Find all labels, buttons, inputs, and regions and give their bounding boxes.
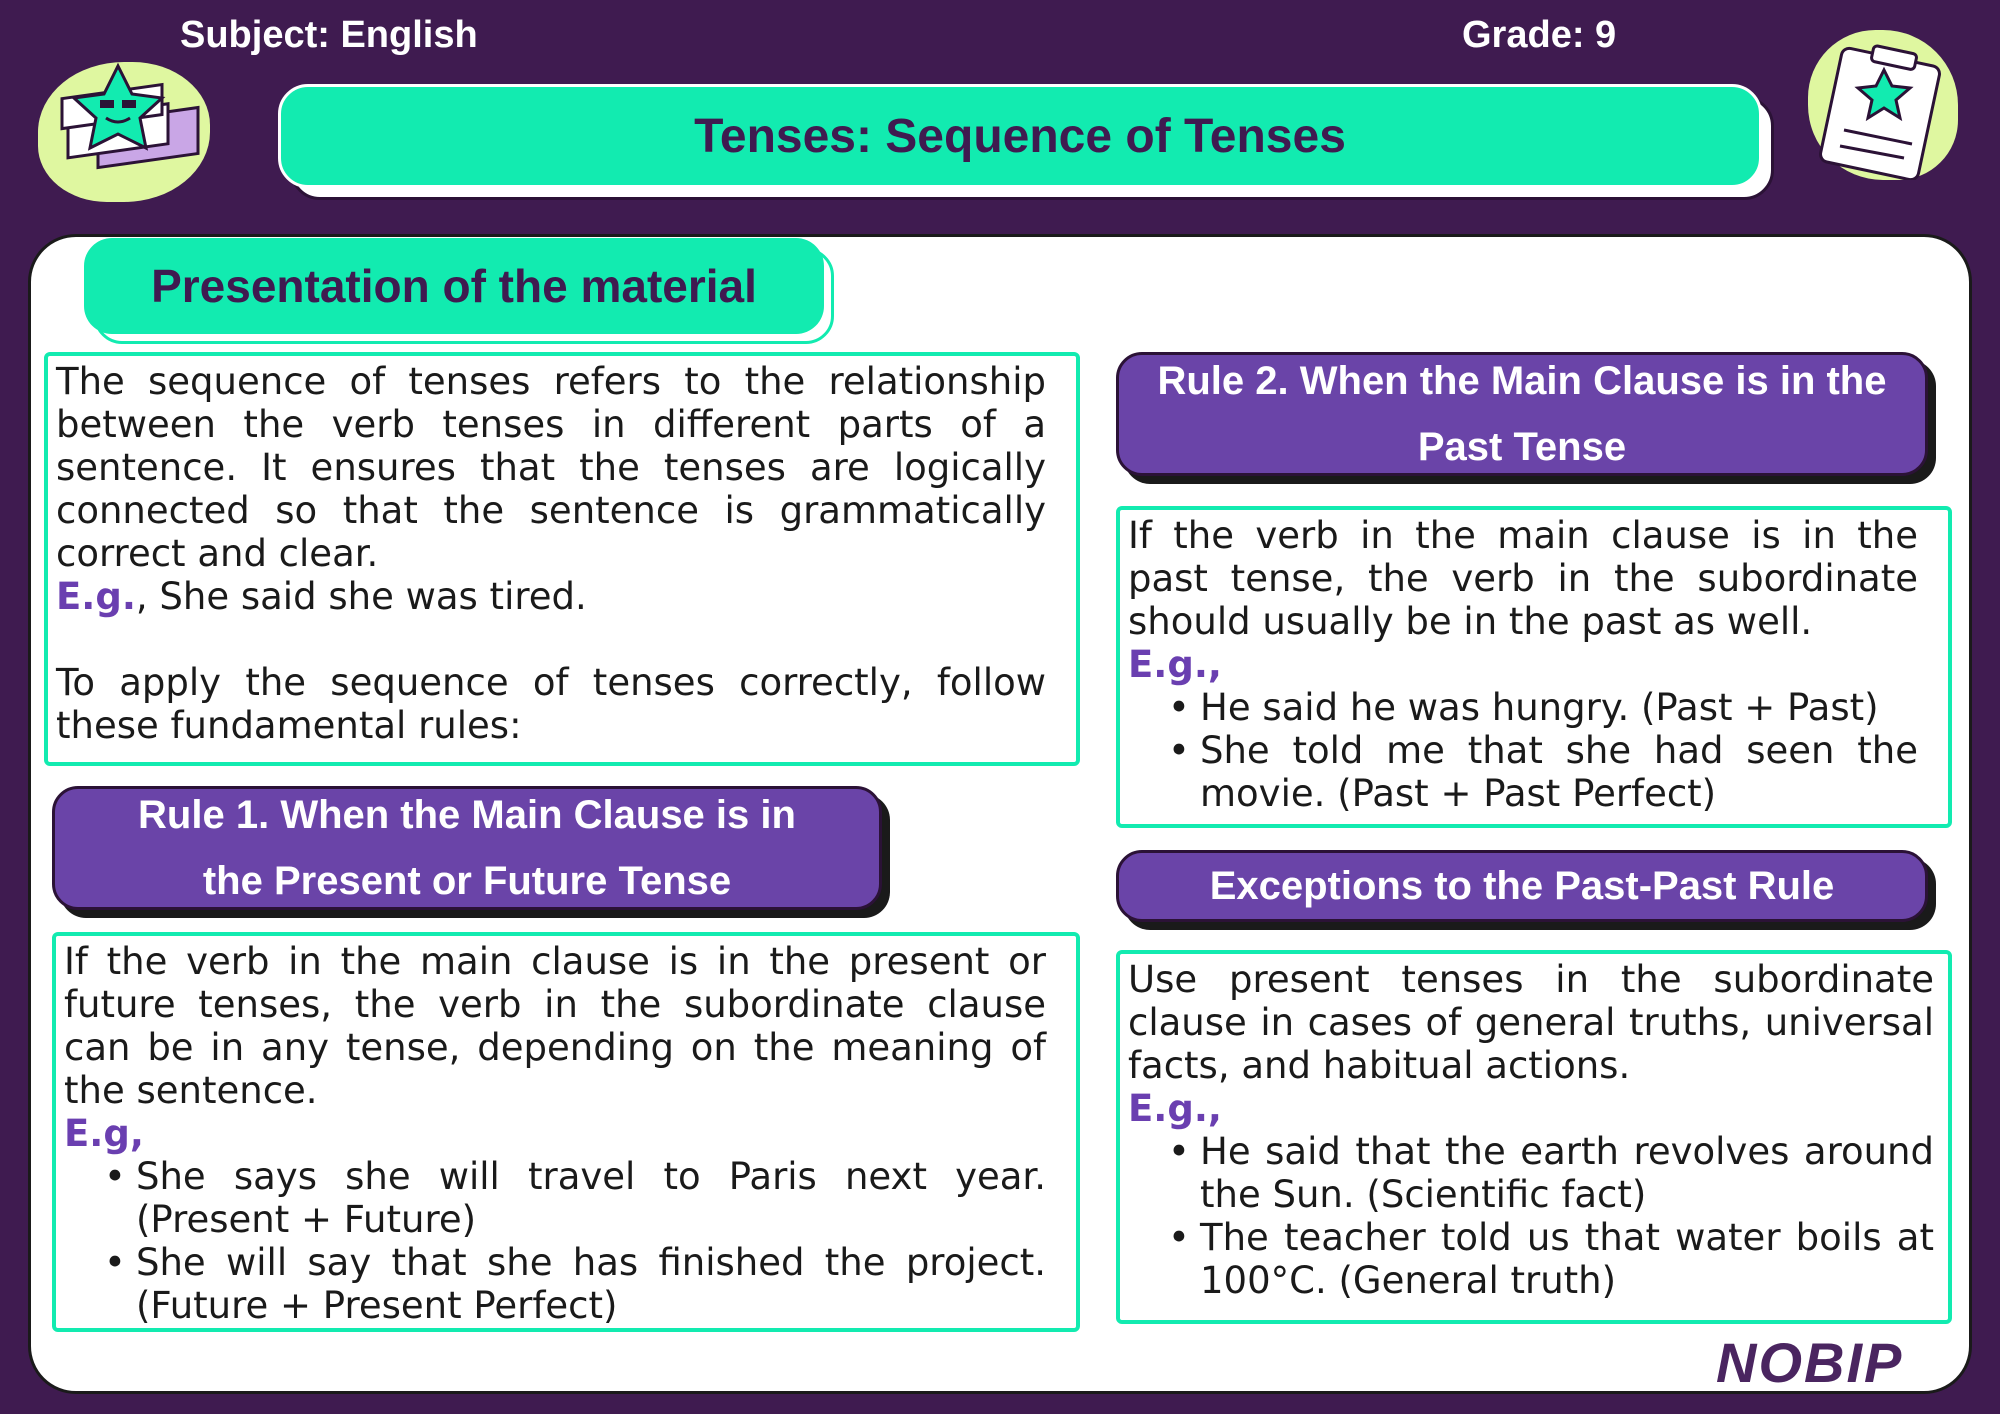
rule1-title-line2: the Present or Future Tense xyxy=(202,859,732,903)
list-item: • The teacher told us that water boils at 100°C. (General truth) xyxy=(1128,1216,1934,1302)
rule1-banner xyxy=(52,786,882,910)
list-item: • She will say that she has finished the project. (Future + Present Perfect) xyxy=(64,1241,1046,1327)
exceptions-bar xyxy=(1116,850,1928,922)
page-title: Tenses: Sequence of Tenses xyxy=(694,109,1346,163)
rule2-bar xyxy=(1116,352,1928,476)
grade-label: Grade: 9 xyxy=(1462,14,1617,56)
rule2-examples xyxy=(1128,686,1918,815)
rule2-text: If the verb in the main clause is in the past tense, the verb in the subordinate should usually be in the past as well. xyxy=(1128,514,1918,643)
intro-text: The sequence of tenses refers to the relationship between the verb tenses in different parts of a sentence. It ensures that the tenses are logically connected so that the sentence is grammatically correct and clear. xyxy=(56,360,1046,575)
rule1-text: If the verb in the main clause is in the present or future tenses, the verb in the subordinate clause can be in any tense, depending on the meaning of the sentence. xyxy=(64,940,1046,1112)
section-heading-bar xyxy=(84,238,824,334)
list-item: • She says she will travel to Paris next year. (Present + Future) xyxy=(64,1155,1046,1241)
clipboard-star-icon xyxy=(1808,30,1958,180)
exceptions-text: Use present tenses in the subordinate clause in cases of general truths, universal facts, and habitual actions. xyxy=(1128,958,1934,1087)
intro-follow-text: To apply the sequence of tenses correctly, follow these fundamental rules: xyxy=(56,661,1046,747)
intro-box xyxy=(44,352,1080,766)
title-banner xyxy=(278,84,1762,188)
eg-label: E.g, xyxy=(64,1112,144,1155)
rule1-bar xyxy=(52,786,882,910)
exceptions-title: Exceptions to the Past-Past Rule xyxy=(1209,864,1835,908)
rule1-title xyxy=(138,782,796,914)
rule1-examples xyxy=(64,1155,1046,1327)
rule1-box xyxy=(52,932,1080,1332)
list-item: • He said that the earth revolves around the Sun. (Scientific fact) xyxy=(1128,1130,1934,1216)
rule2-title-line1: Rule 2. When the Main Clause is in the xyxy=(1157,359,1887,403)
list-item: • She told me that she had seen the movie. (Past + Past Perfect) xyxy=(1128,729,1918,815)
intro-example-text: , She said she was tired. xyxy=(135,575,587,618)
rule2-title xyxy=(1157,348,1886,480)
eg-label: E.g., xyxy=(1128,643,1222,686)
eg-label: E.g. xyxy=(56,575,136,618)
rule1-title-line1: Rule 1. When the Main Clause is in xyxy=(138,793,796,837)
rule2-title-line2: Past Tense xyxy=(1417,425,1627,469)
intro-example xyxy=(56,575,1046,618)
subject-label: Subject: English xyxy=(180,14,478,56)
section-heading: Presentation of the material xyxy=(151,260,757,312)
exceptions-box xyxy=(1116,950,1952,1324)
exceptions-banner xyxy=(1116,850,1928,922)
title-bar xyxy=(278,84,1762,188)
exceptions-examples xyxy=(1128,1130,1934,1302)
list-item: • He said he was hungry. (Past + Past) xyxy=(1128,686,1918,729)
section-heading-banner xyxy=(84,238,824,334)
eg-label: E.g., xyxy=(1128,1087,1222,1130)
books-star-icon xyxy=(38,62,210,202)
rule2-banner xyxy=(1116,352,1928,476)
rule2-box xyxy=(1116,506,1952,828)
brand-logo: NOBIP xyxy=(1716,1331,1904,1394)
